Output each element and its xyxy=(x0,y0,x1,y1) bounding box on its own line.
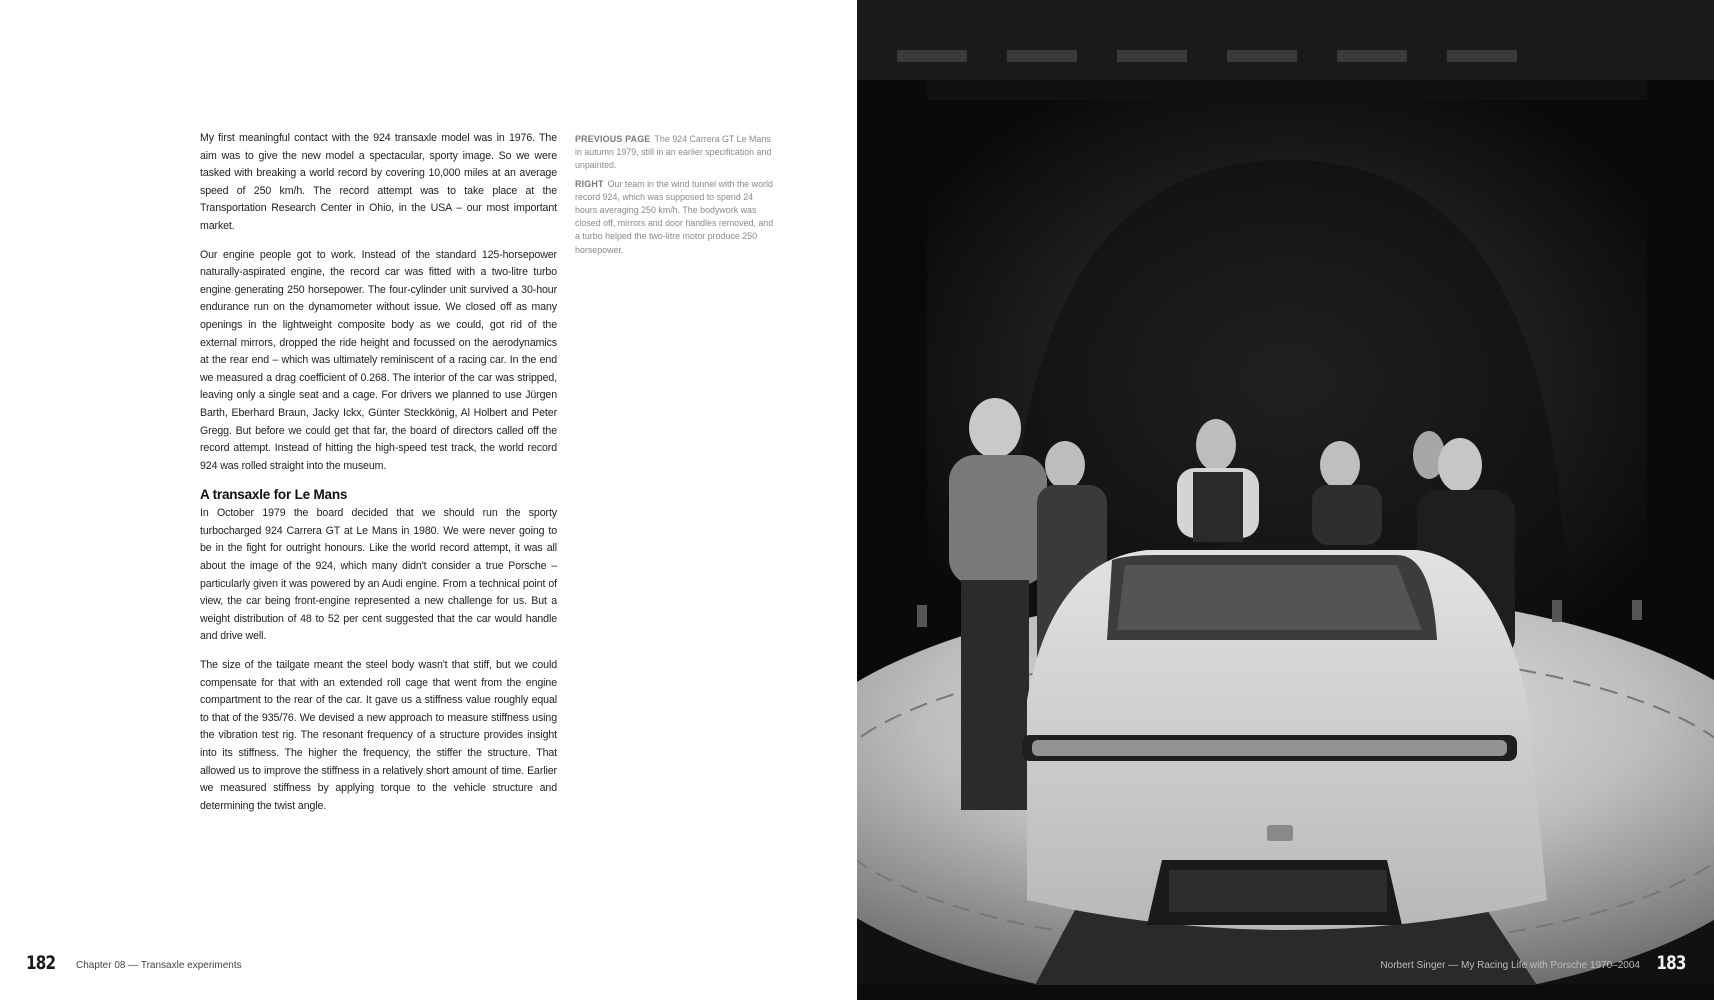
caption-label: RIGHT xyxy=(575,178,604,189)
body-paragraph-4: The size of the tailgate meant the steel body wasn't that stiff, but we could compensate for that with an extended roll cage that went from the engine compartment to the rear of the car. It gave us a stiffness value roughly equal to that of the 935/76. We devised a new approach to measure stiffness using the vibration test rig. The resonant frequency of a structure provides insight into its stiffness. The higher the frequency, the stiffer the structure. That allowed us to improve the stiffness in a relatively short amount of time. Earlier we measured stiffness by applying torque to the vehicle structure and determining the twist angle. xyxy=(200,659,557,812)
running-title-right: Norbert Singer — My Racing Life with Porsche 1970–2004 xyxy=(1380,960,1640,971)
wind-tunnel-photo xyxy=(857,0,1714,1000)
page-number-left: 182 xyxy=(26,952,56,974)
page-number-right: 183 xyxy=(1656,952,1686,974)
body-text-column xyxy=(200,130,557,826)
caption-right xyxy=(575,178,775,257)
caption-column xyxy=(575,133,775,262)
section-heading: A transaxle for Le Mans xyxy=(200,487,348,503)
running-title-left: Chapter 08 — Transaxle experiments xyxy=(76,960,242,971)
photo-illustration xyxy=(857,0,1714,1000)
body-paragraph-3: In October 1979 the board decided that we should run the sporty turbocharged 924 Carrera GT at Le Mans in 1980. We were never going to be in the fight for outright honours. Like the world record attempt, it was all about the image of the 924, which many didn't consider a true Porsche – particularly given it was powered by an Audi engine. From a technical point of view, the car being front-engine represented a new challenge for us. But a weight distribution of 48 to 52 per cent suggested that the car would handle and drive well. xyxy=(200,507,557,643)
porsche-924-car xyxy=(1022,550,1547,930)
caption-text: Our team in the wind tunnel with the world record 924, which was supposed to spend 24 hours averaging 250 km/h. The bodywork was closed off, mirrors and door handles removed, and a turbo helped the two-litre motor produce 250 horsepower. xyxy=(575,178,774,255)
body-paragraph-2: Our engine people got to work. Instead of the standard 125-horsepower naturally-aspirated engine, the record car was fitted with a two-litre turbo engine generating 250 horsepower. The four-cylinder unit survived a 30-hour endurance run on the dynamometer without issue. We closed off as many openings in the lightweight composite body as we could, got rid of the external mirrors, dropped the ride height and focussed on the aerodynamics at the rear end – which was ultimately reminiscent of a racing car. In the end we measured a drag coefficient of 0.268. The interior of the car was stripped, leaving only a single seat and a cage. For drivers we planned to use Jürgen Barth, Eberhard Braun, Jacky Ickx, Günter Steckkönig, Al Holbert and Peter Gregg. But before we could get that far, the board of directors called off the record attempt. Instead of hitting the high-speed test track, the world record 924 was rolled straight into the museum. xyxy=(200,248,557,472)
caption-previous-page xyxy=(575,133,775,173)
body-paragraph-1: My first meaningful contact with the 924 transaxle model was in 1976. The aim was to give the new model a spectacular, sporty image. So we were tasked with breaking a world record by covering 10,000 miles at an average speed of 250 km/h. The record attempt was to take place at the Transportation Research Center in Ohio, in the USA – our most important market. xyxy=(200,132,557,232)
caption-text: The 924 Carrera GT Le Mans in autumn 1979, still in an earlier specification and unpainted. xyxy=(575,134,772,171)
caption-label: PREVIOUS PAGE xyxy=(575,134,651,144)
